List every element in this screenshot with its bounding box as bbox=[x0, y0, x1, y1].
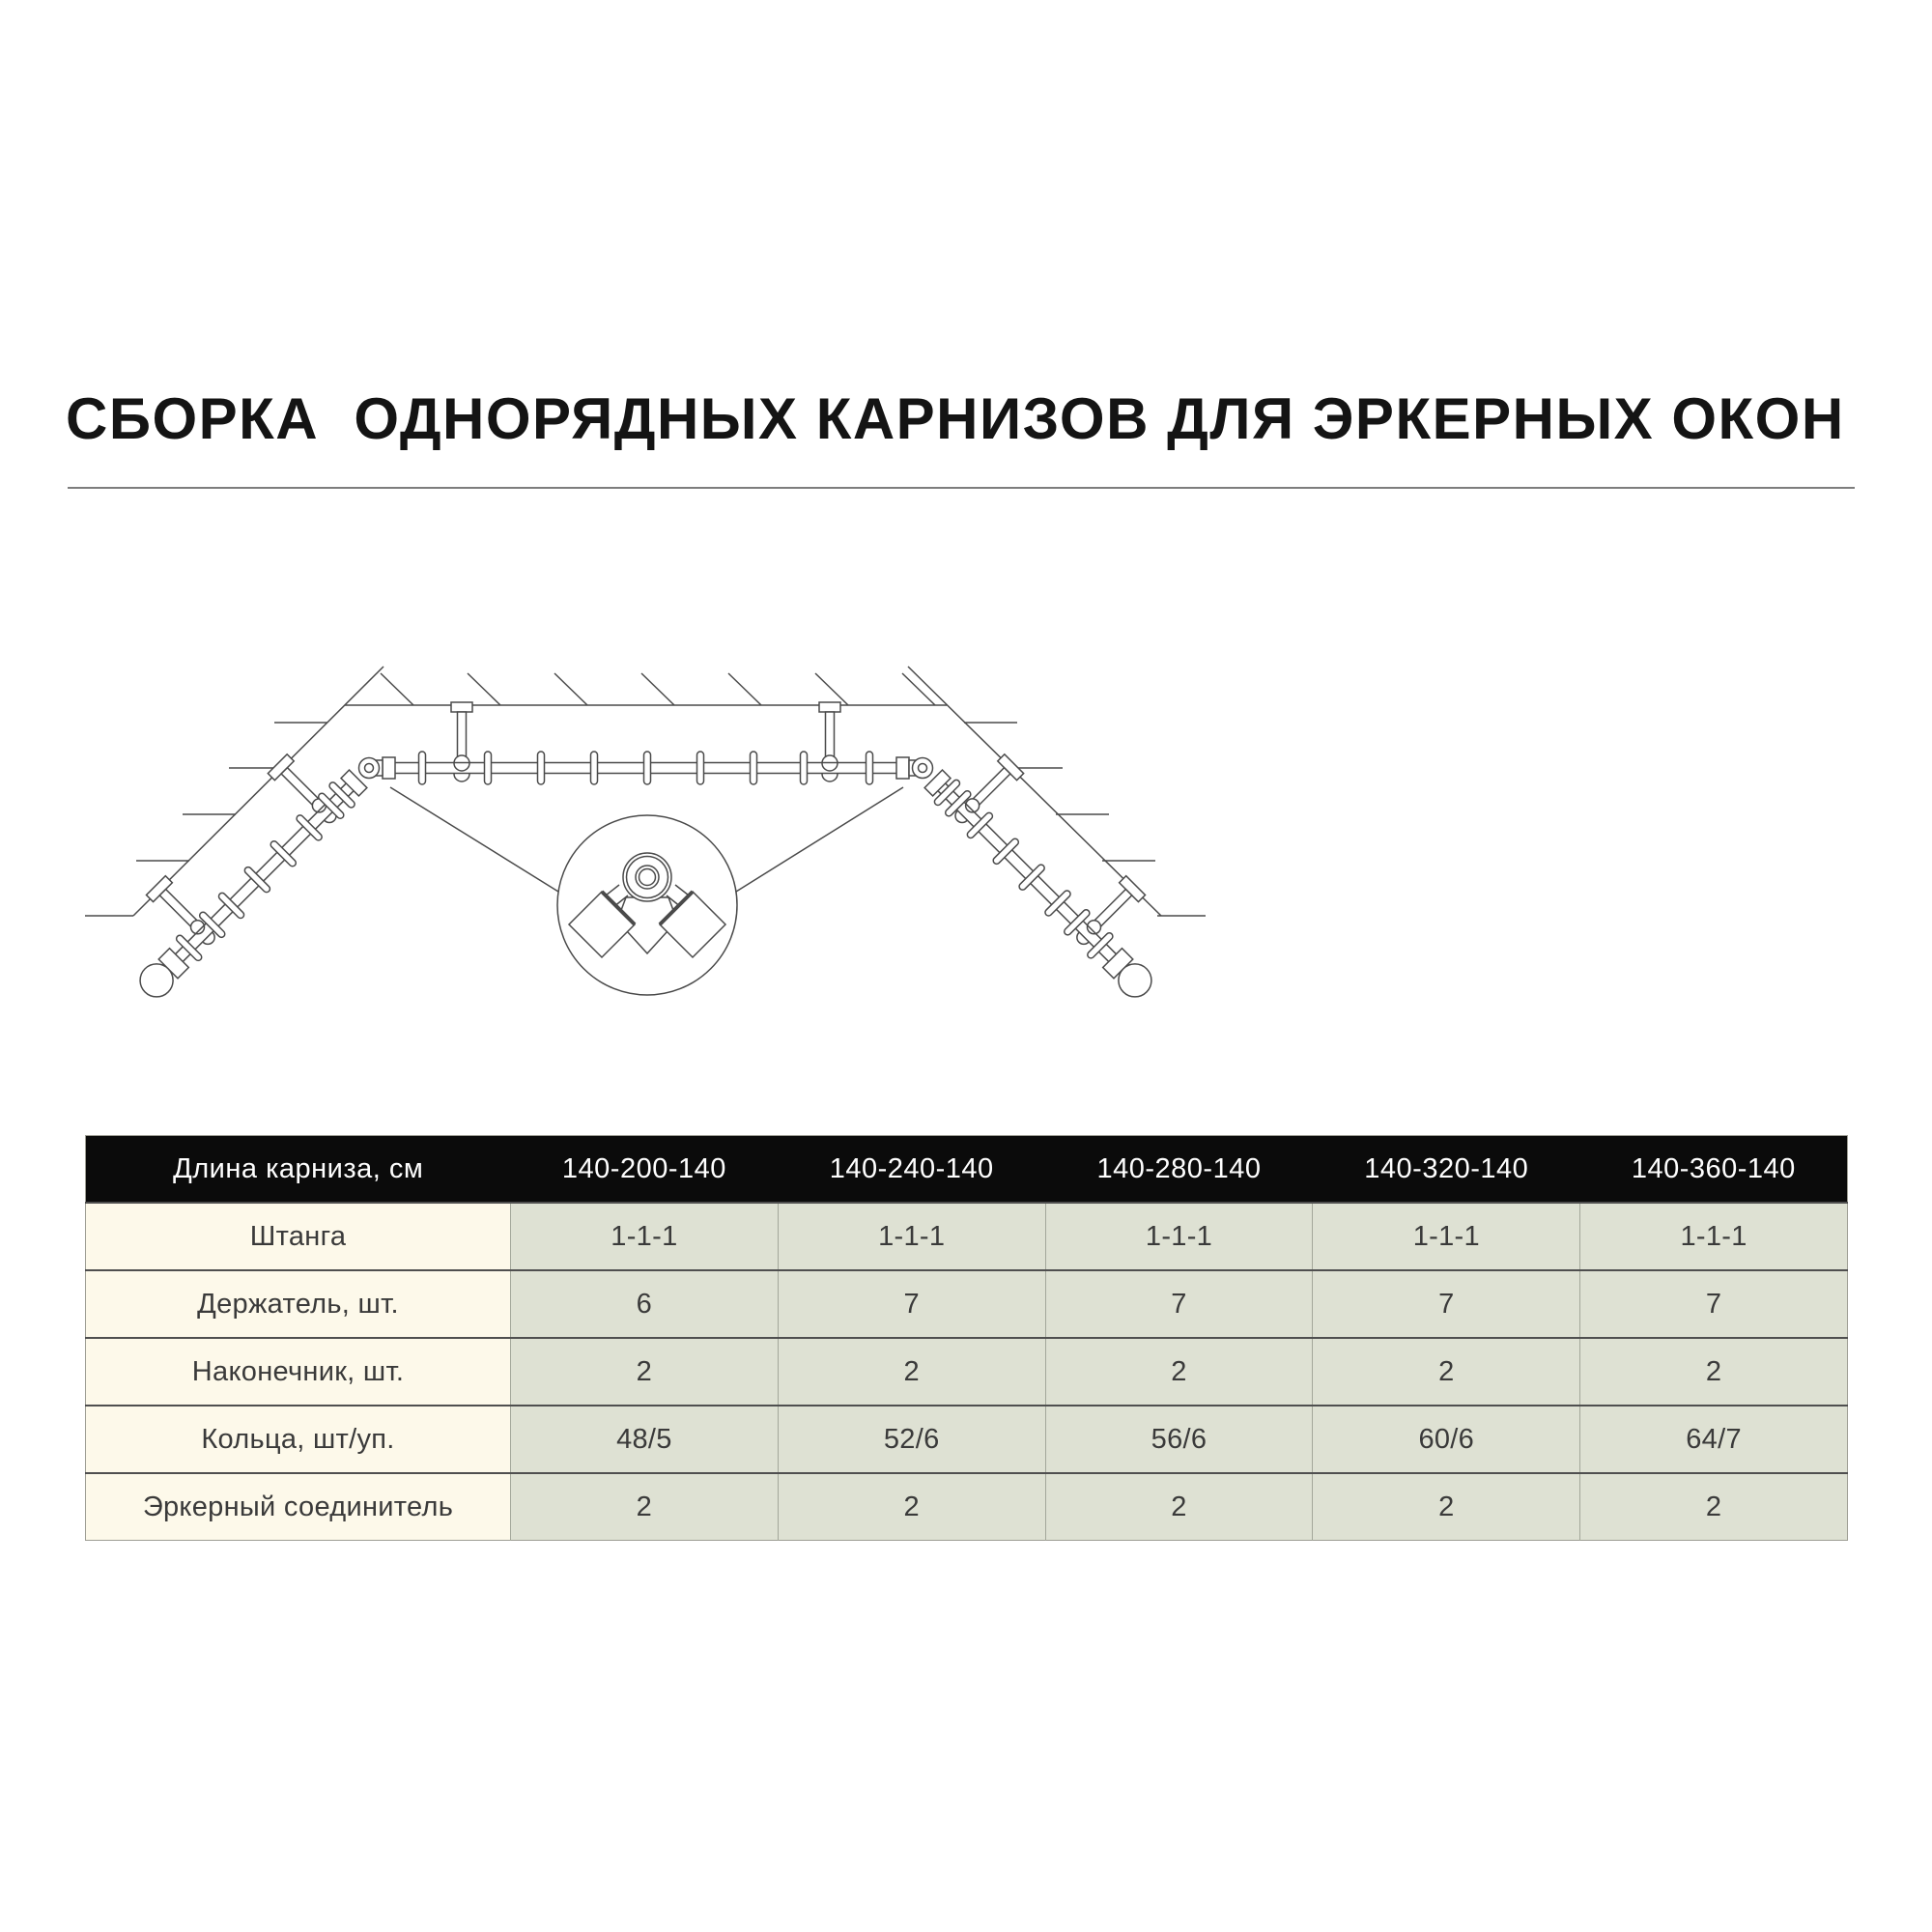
table-cell: 1-1-1 bbox=[1580, 1203, 1848, 1270]
table-cell: 2 bbox=[778, 1473, 1045, 1541]
ceiling-bracket-right bbox=[819, 702, 840, 771]
table-header-cell: 140-360-140 bbox=[1580, 1136, 1848, 1204]
table-row bbox=[86, 1270, 1848, 1338]
title-divider bbox=[68, 487, 1855, 489]
table-cell: 2 bbox=[1580, 1473, 1848, 1541]
magnifier-circle bbox=[557, 815, 737, 995]
table-cell: 2 bbox=[511, 1473, 779, 1541]
table-cell: 1-1-1 bbox=[1313, 1203, 1580, 1270]
table-cell: 7 bbox=[1580, 1270, 1848, 1338]
magnifier-leader-right bbox=[736, 787, 903, 892]
table-cell: 6 bbox=[511, 1270, 779, 1338]
table-cell: 2 bbox=[1045, 1338, 1313, 1406]
table-cell: 7 bbox=[1313, 1270, 1580, 1338]
table-header-row bbox=[86, 1136, 1848, 1204]
table-row bbox=[86, 1473, 1848, 1541]
table-cell: 60/6 bbox=[1313, 1406, 1580, 1473]
table-cell: 52/6 bbox=[778, 1406, 1045, 1473]
table-row bbox=[86, 1203, 1848, 1270]
magnifier-leader-left bbox=[390, 787, 558, 892]
table-cell: 7 bbox=[778, 1270, 1045, 1338]
bracket-hook-ball-right bbox=[822, 774, 838, 781]
table-cell: 64/7 bbox=[1580, 1406, 1848, 1473]
table-header-cell: 140-240-140 bbox=[778, 1136, 1045, 1204]
ceiling-bracket-left bbox=[451, 702, 472, 771]
ceiling-hatching bbox=[381, 673, 935, 705]
table-cell: 2 bbox=[778, 1338, 1045, 1406]
table-row bbox=[86, 1338, 1848, 1406]
table-cell: 2 bbox=[1313, 1338, 1580, 1406]
row-label-cell: Наконечник, шт. bbox=[86, 1338, 511, 1406]
table-row bbox=[86, 1406, 1848, 1473]
table-cell: 1-1-1 bbox=[1045, 1203, 1313, 1270]
row-label-cell: Эркерный соединитель bbox=[86, 1473, 511, 1541]
table-header-cell: Длина карниза, см bbox=[86, 1136, 511, 1204]
table-cell: 2 bbox=[1580, 1338, 1848, 1406]
right-bay-rod bbox=[922, 731, 1194, 1004]
page-title: СБОРКА ОДНОРЯДНЫХ КАРНИЗОВ ДЛЯ ЭРКЕРНЫХ ОКОН bbox=[66, 386, 1845, 451]
bay-window-cornice-diagram bbox=[0, 502, 1256, 1063]
bracket-hook-ball-left bbox=[454, 774, 469, 781]
table-cell: 1-1-1 bbox=[778, 1203, 1045, 1270]
left-wall-hatching bbox=[85, 723, 327, 916]
table-cell: 2 bbox=[1045, 1473, 1313, 1541]
rod-end-cap-right bbox=[896, 757, 909, 779]
bay-connector-left bbox=[359, 758, 384, 779]
rod-end-cap-left bbox=[383, 757, 395, 779]
center-rod-rings bbox=[419, 752, 873, 784]
table-cell: 1-1-1 bbox=[511, 1203, 779, 1270]
row-label-cell: Держатель, шт. bbox=[86, 1270, 511, 1338]
right-wall-hatching bbox=[964, 723, 1206, 916]
table-cell: 2 bbox=[1313, 1473, 1580, 1541]
row-label-cell: Кольца, шт/уп. bbox=[86, 1406, 511, 1473]
table-header-cell: 140-200-140 bbox=[511, 1136, 779, 1204]
table-cell: 2 bbox=[511, 1338, 779, 1406]
left-bay-rod bbox=[98, 731, 370, 1004]
table-cell: 7 bbox=[1045, 1270, 1313, 1338]
spec-table bbox=[85, 1135, 1848, 1541]
table-cell: 56/6 bbox=[1045, 1406, 1313, 1473]
table-header-cell: 140-320-140 bbox=[1313, 1136, 1580, 1204]
row-label-cell: Штанга bbox=[86, 1203, 511, 1270]
bay-connector-right bbox=[909, 758, 933, 779]
table-cell: 48/5 bbox=[511, 1406, 779, 1473]
connector-magnifier bbox=[390, 787, 903, 995]
table-header-cell: 140-280-140 bbox=[1045, 1136, 1313, 1204]
